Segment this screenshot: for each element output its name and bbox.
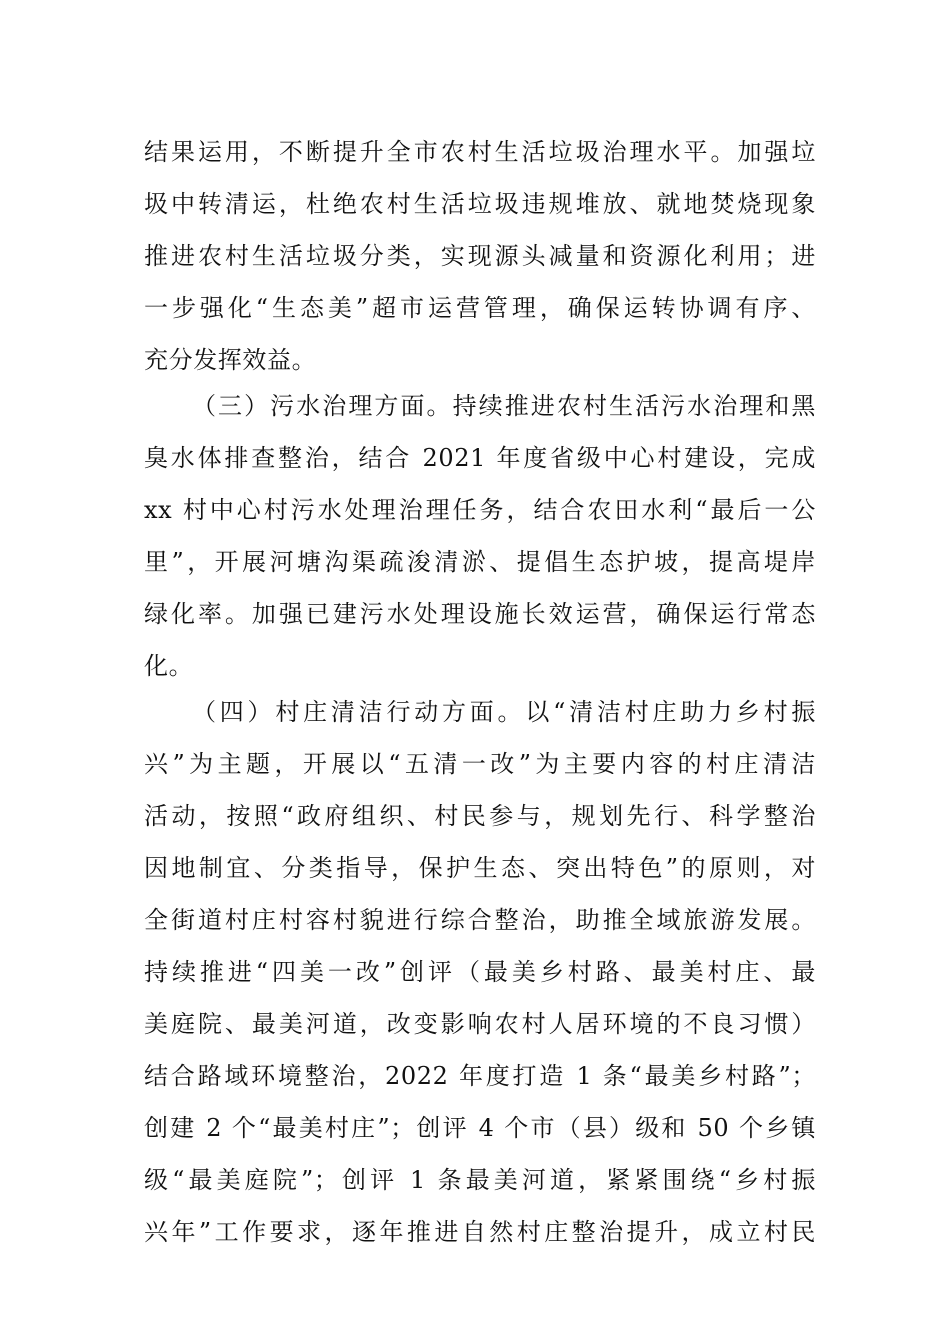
text-line: 持续推进“四美一改”创评（最美乡村路、最美村庄、最 <box>144 958 816 986</box>
text-line: 活动，按照“政府组织、村民参与，规划先行、科学整治 <box>144 802 816 830</box>
text-line: 圾中转清运，杜绝农村生活垃圾违规堆放、就地焚烧现象 <box>144 190 816 218</box>
text-line: 里”，开展河塘沟渠疏浚清淤、提倡生态护坡，提高堤岸 <box>144 548 816 576</box>
text-line: 推进农村生活垃圾分类，实现源头减量和资源化利用；进 <box>144 242 816 270</box>
section-heading-line: （四）村庄清洁行动方面。以“清洁村庄助力乡村振 <box>192 698 816 726</box>
text-line: 臭水体排查整治，结合 2021 年度省级中心村建设，完成 <box>144 444 816 472</box>
text-line: 结合路域环境整治，2022 年度打造 1 条“最美乡村路”； <box>144 1062 816 1090</box>
text-line: 因地制宜、分类指导，保护生态、突出特色”的原则，对 <box>144 854 816 882</box>
text-line: 化。 <box>144 652 194 680</box>
text-line: 兴年”工作要求，逐年推进自然村庄整治提升，成立村民 <box>144 1218 816 1246</box>
section-heading-line: （三）污水治理方面。持续推进农村生活污水治理和黑 <box>192 392 816 420</box>
text-line: 一步强化“生态美”超市运营管理，确保运转协调有序、 <box>144 294 816 322</box>
text-line: 结果运用，不断提升全市农村生活垃圾治理水平。加强垃 <box>144 138 816 166</box>
text-line: 全街道村庄村容村貌进行综合整治，助推全域旅游发展。 <box>144 906 816 934</box>
text-line: 美庭院、最美河道，改变影响农村人居环境的不良习惯） <box>144 1010 816 1038</box>
text-line: 充分发挥效益。 <box>144 346 317 374</box>
text-line: 绿化率。加强已建污水处理设施长效运营，确保运行常态 <box>144 600 816 628</box>
text-line: 兴”为主题，开展以“五清一改”为主要内容的村庄清洁 <box>144 750 816 778</box>
text-line: 级“最美庭院”；创评 1 条最美河道，紧紧围绕“乡村振 <box>144 1166 816 1194</box>
text-line: xx 村中心村污水处理治理任务，结合农田水利“最后一公 <box>144 496 816 524</box>
text-line: 创建 2 个“最美村庄”；创评 4 个市（县）级和 50 个乡镇 <box>144 1114 816 1142</box>
